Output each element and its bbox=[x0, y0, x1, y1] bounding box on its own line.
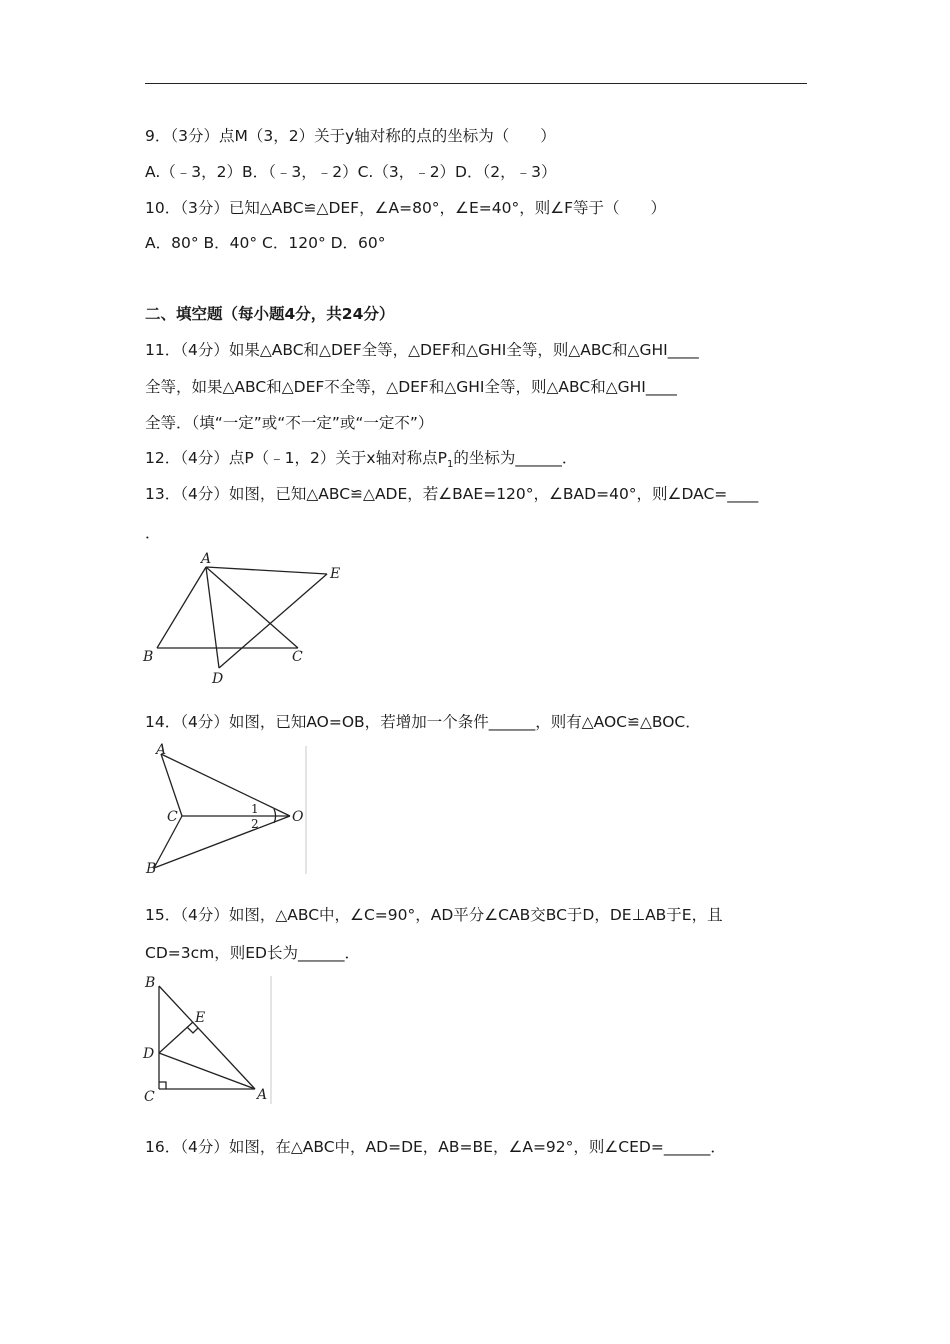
q9-options: A.（﹣3，2）B．（﹣3，﹣2）C.（3，﹣2）D．（2，﹣3） bbox=[145, 163, 557, 181]
q14-figure bbox=[140, 740, 310, 878]
seg-de bbox=[219, 574, 327, 668]
seg-da bbox=[159, 1053, 255, 1089]
label-b: B bbox=[145, 975, 156, 991]
q9-stem: 9．（3分）点M（3，2）关于y轴对称的点的坐标为（ ） bbox=[145, 127, 556, 145]
label-d: D bbox=[143, 1046, 155, 1062]
label-c: C bbox=[144, 1089, 155, 1105]
q13-figure bbox=[140, 548, 350, 688]
label-c: C bbox=[292, 649, 303, 665]
q15-figure bbox=[140, 972, 275, 1107]
seg-ba bbox=[159, 986, 255, 1089]
right-angle-c bbox=[159, 1082, 166, 1089]
q11-line1: 11．（4分）如果△ABC和△DEF全等，△DEF和△GHI全等，则△ABC和△GHI____ bbox=[145, 341, 699, 359]
label-a: A bbox=[257, 1087, 268, 1103]
q13-tail: ． bbox=[145, 524, 161, 542]
seg-ac bbox=[206, 567, 298, 648]
q15-line1: 15．（4分）如图，△ABC中，∠C=90°，AD平分∠CAB交BC于D，DE⊥AB于E，且 bbox=[145, 906, 723, 924]
section-title: 二、填空题（每小题4分，共24分） bbox=[145, 305, 395, 323]
q16-stem: 16．（4分）如图，在△ABC中，AD=DE，AB=BE，∠A=92°，则∠CED=______． bbox=[145, 1138, 726, 1156]
label-c: C bbox=[167, 809, 178, 825]
q15-line2: CD=3cm，则ED长为______． bbox=[145, 944, 360, 962]
q12-stem-a: 12．（4分）点P（﹣1，2）关于x轴对称点P bbox=[145, 449, 447, 467]
seg-de bbox=[159, 1022, 193, 1053]
q11-line2: 全等，如果△ABC和△DEF不全等，△DEF和△GHI全等，则△ABC和△GHI____ bbox=[145, 378, 677, 396]
header-rule bbox=[145, 83, 807, 84]
label-o: O bbox=[292, 809, 304, 825]
q14-stem: 14．（4分）如图，已知AO=OB，若增加一个条件______，则有△AOC≌△BOC． bbox=[145, 713, 701, 731]
q10-options: A．80° B．40° C．120° D．60° bbox=[145, 234, 386, 252]
right-angle-e bbox=[187, 1027, 198, 1033]
seg-ao bbox=[161, 754, 290, 816]
q12-subscript: 1 bbox=[446, 459, 454, 471]
label-b: B bbox=[146, 861, 157, 877]
label-angle-2: 2 bbox=[251, 817, 259, 831]
label-e: E bbox=[195, 1010, 206, 1026]
q10-stem: 10．（3分）已知△ABC≌△DEF，∠A=80°，∠E=40°，则∠F等于（ ） bbox=[145, 199, 667, 217]
q12-stem-b: 的坐标为______． bbox=[453, 449, 578, 467]
label-d: D bbox=[212, 671, 224, 687]
q13-stem: 13．（4分）如图，已知△ABC≌△ADE，若∠BAE=120°，∠BAD=40°，则∠DAC=____ bbox=[145, 485, 759, 503]
seg-ab bbox=[157, 567, 206, 648]
q11-line3: 全等．（填“一定”或“不一定”或“一定不”） bbox=[145, 414, 434, 432]
label-a: A bbox=[201, 551, 212, 567]
seg-ad bbox=[206, 567, 219, 668]
label-angle-1: 1 bbox=[251, 802, 259, 816]
seg-ae bbox=[206, 567, 327, 574]
label-b: B bbox=[143, 649, 154, 665]
label-e: E bbox=[330, 566, 341, 582]
q12-stem bbox=[145, 448, 577, 475]
label-a: A bbox=[156, 742, 167, 758]
